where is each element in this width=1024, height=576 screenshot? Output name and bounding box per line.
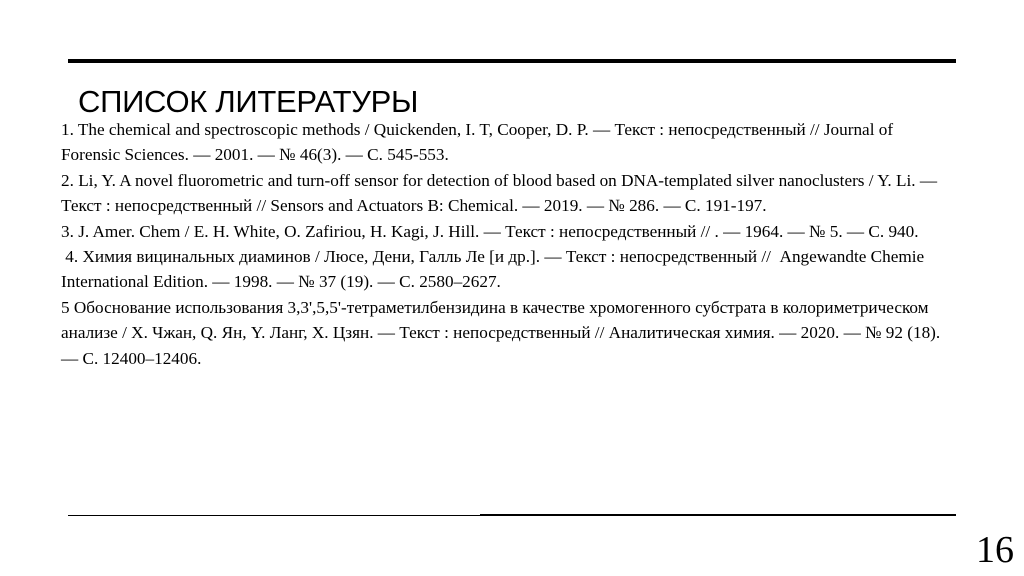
reference-item-2: 2. Li, Y. A novel fluorometric and turn-off sensor for detection of blood based on DNA-templated silver nanoclusters / Y. Li. — Текст : непосредственный // Sensors and Actuators B: Chemical. — 2019. — № 286. — С. 191-197. xyxy=(61,170,938,216)
bottom-divider-line-thick xyxy=(480,514,956,516)
reference-list xyxy=(61,117,941,371)
bottom-divider-line-thin xyxy=(68,515,480,516)
reference-item-4: 4. Химия вицинальных диаминов / Люсе, Дени, Галль Ле [и др.]. — Текст : непосредственный // Angewandte Chemie International Edition. — 1998. — № 37 (19). — С. 2580–2627. xyxy=(61,247,929,292)
page-number: 16 xyxy=(976,529,1014,571)
top-divider-line xyxy=(68,59,956,63)
reference-item-5: 5 Обоснование использования 3,3',5,5'-тетраметилбензидина в качестве хромогенного субстрата в колориметрическом анализе / X. Чжан, Q. Ян, Y. Ланг, X. Цзян. — Текст : непосредственный // Аналитическая химия. — 2020. — № 92 (18). — С. 12400–12406. xyxy=(61,297,941,368)
reference-item-1: 1. The chemical and spectroscopic methods / Quickenden, I. T, Cooper, D. P. — Текст : непосредственный // Journal of Forensic Sciences. — 2001. — № 46(3). — С. 545-553. xyxy=(61,120,894,165)
reference-item-3: 3. J. Amer. Chem / E. H. White, O. Zafiriou, H. Kagi, J. Hill. — Текст : непосредственный // . — 1964. — № 5. — С. 940. xyxy=(61,221,919,241)
slide-title: СПИСОК ЛИТЕРАТУРЫ xyxy=(78,84,419,119)
